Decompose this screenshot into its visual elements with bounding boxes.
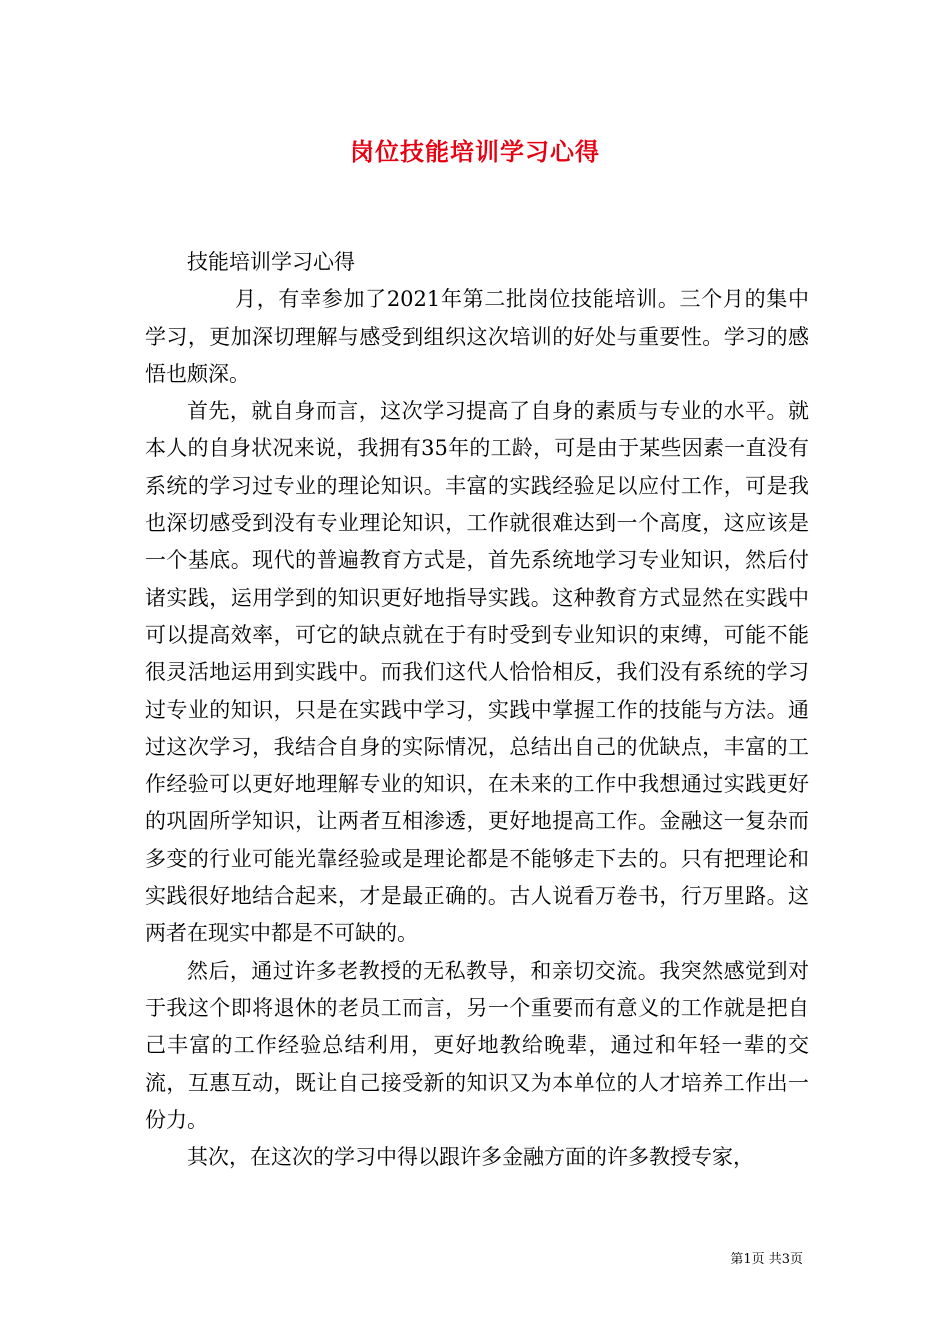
document-title: 岗位技能培训学习心得 <box>350 137 600 166</box>
document-body <box>145 244 809 1176</box>
document-subtitle: 技能培训学习心得 <box>187 250 355 274</box>
paragraph-1: 月，有幸参加了2021年第二批岗位技能培训。三个月的集中学习，更加深切理解与感受到组织这次培训的好处与重要性。学习的感悟也颇深。 <box>145 287 809 386</box>
paragraph-3: 然后，通过许多老教授的无私教导，和亲切交流。我突然感觉到对于我这个即将退休的老员工而言，另一个重要而有意义的工作就是把自己丰富的工作经验总结利用，更好地教给晚辈，通过和年轻一辈的交流，互惠互动，既让自己接受新的知识又为本单位的人才培养工作出一份力。 <box>145 958 809 1132</box>
paragraph-2: 首先，就自身而言，这次学习提高了自身的素质与专业的水平。就本人的自身状况来说，我拥有35年的工龄，可是由于某些因素一直没有系统的学习过专业的理论知识。丰富的实践经验足以应付工作，可是我也深切感受到没有专业理论知识，工作就很难达到一个高度，这应该是一个基底。现代的普遍教育方式是，首先系统地学习专业知识，然后付诸实践，运用学到的知识更好地指导实践。这种教育方式显然在实践中可以提高效率，可它的缺点就在于有时受到专业知识的束缚，可能不能很灵活地运用到实践中。而我们这代人恰恰相反，我们没有系统的学习过专业的知识，只是在实践中学习，实践中掌握工作的技能与方法。通过这次学习，我结合自身的实际情况，总结出自己的优缺点，丰富的工作经验可以更好地理解专业的知识，在未来的工作中我想通过实践更好的巩固所学知识，让两者互相渗透，更好地提高工作。金融这一复杂而多变的行业可能光靠经验或是理论都是不能够走下去的。只有把理论和实践很好地结合起来，才是最正确的。古人说看万卷书，行万里路。这两者在现实中都是不可缺的。 <box>145 399 809 946</box>
page-number-footer: 第1页 共3页 <box>730 1252 803 1267</box>
paragraph-4: 其次，在这次的学习中得以跟许多金融方面的许多教授专家， <box>187 1145 754 1170</box>
